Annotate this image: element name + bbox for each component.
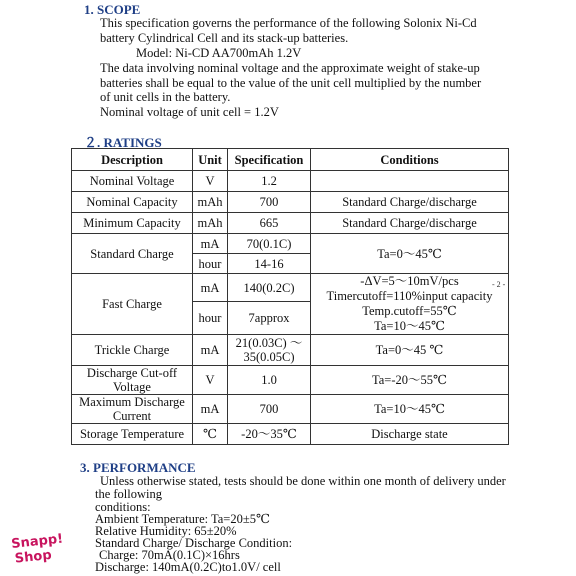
- performance-line: Standard Charge/ Discharge Condition:: [95, 536, 293, 550]
- row-conditions: Ta=0～45 ℃: [311, 335, 509, 366]
- performance-line: Charge: 70mA(0.1C)×16hrs: [99, 548, 240, 562]
- description-line: Voltage: [113, 380, 151, 394]
- logo-line: Snapp!: [10, 531, 64, 552]
- scope-line: batteries shall be equal to the value of the unit cell multiplied by the number: [100, 76, 482, 90]
- fast-charge-conditions: [311, 274, 509, 335]
- description-line: Current: [112, 409, 152, 423]
- row-spec: 140(0.2C): [228, 274, 311, 302]
- row-spec: 1.0: [228, 366, 311, 395]
- column-header: Description: [72, 149, 193, 171]
- row-description: Minimum Capacity: [72, 213, 193, 234]
- ratings-heading: ２. RATINGS: [84, 135, 162, 150]
- column-header: Unit: [193, 149, 228, 171]
- logo-line: Shop: [14, 547, 53, 567]
- row-unit: mAh: [193, 213, 228, 234]
- row-spec: 14-16: [228, 254, 311, 274]
- row-description: Fast Charge: [72, 274, 193, 335]
- row-unit: mA: [193, 335, 228, 366]
- nominal-voltage-line: Nominal voltage of unit cell = 1.2V: [100, 105, 279, 119]
- row-unit: V: [193, 171, 228, 192]
- table-row: [72, 213, 509, 234]
- row-unit: mA: [193, 234, 228, 254]
- column-header: Conditions: [311, 149, 509, 171]
- description-line: Maximum Discharge: [79, 395, 185, 409]
- performance-line: the following: [95, 487, 163, 501]
- row-conditions: Standard Charge/discharge: [311, 213, 509, 234]
- row-conditions: [311, 171, 509, 192]
- row-description: Storage Temperature: [72, 424, 193, 445]
- spec-line: 35(0.05C): [243, 350, 295, 364]
- row-description: Nominal Capacity: [72, 192, 193, 213]
- row-spec: 7approx: [228, 302, 311, 335]
- row-description: Nominal Voltage: [72, 171, 193, 192]
- table-row: [72, 395, 509, 424]
- performance-line: conditions:: [95, 500, 151, 514]
- row-spec: -20～35℃: [228, 424, 311, 445]
- row-description: [72, 366, 193, 395]
- row-spec: 700: [228, 395, 311, 424]
- row-description: [72, 395, 193, 424]
- page-side-note: - 2 -: [492, 280, 506, 289]
- condition-line: -ΔV=5～10mV/pcs: [360, 274, 459, 288]
- row-description: Trickle Charge: [72, 335, 193, 366]
- row-description: Standard Charge: [72, 234, 193, 274]
- condition-line: Ta=10～45℃: [374, 319, 445, 333]
- scope-line: This specification governs the performance of the following Solonix Ni-Cd: [100, 16, 477, 30]
- condition-line: Temp.cutoff=55℃: [362, 304, 457, 318]
- table-header-row: [72, 149, 509, 171]
- snapp-shop-logo: [11, 531, 70, 567]
- performance-line: Unless otherwise stated, tests should be done within one month of delivery under: [100, 474, 506, 488]
- row-unit: hour: [193, 302, 228, 335]
- row-unit: ℃: [193, 424, 228, 445]
- description-line: Discharge Cut-off: [86, 366, 178, 380]
- row-spec: 700: [228, 192, 311, 213]
- row-spec: [228, 335, 311, 366]
- row-spec: 70(0.1C): [228, 234, 311, 254]
- table-row: [72, 171, 509, 192]
- table-row: [72, 274, 509, 302]
- row-conditions: Ta=-20～55℃: [311, 366, 509, 395]
- row-conditions: Ta=10～45℃: [311, 395, 509, 424]
- scope-line: The data involving nominal voltage and the approximate weight of stake-up: [100, 61, 480, 75]
- performance-line: Ambient Temperature: Ta=20±5℃: [95, 512, 270, 526]
- scope-line: of unit cells in the battery.: [100, 90, 231, 104]
- performance-line: Relative Humidity: 65±20%: [95, 524, 237, 538]
- column-header: Specification: [228, 149, 311, 171]
- scope-line: battery Cylindrical Cell and its stack-up batteries.: [100, 31, 349, 45]
- row-unit: mA: [193, 395, 228, 424]
- table-row: [72, 234, 509, 254]
- table-row: [72, 366, 509, 395]
- spec-line: 21(0.03C) ～: [235, 336, 303, 350]
- row-unit: mAh: [193, 192, 228, 213]
- row-conditions: Ta=0～45℃: [311, 234, 509, 274]
- scope-heading: 1. SCOPE: [84, 2, 141, 17]
- table-row: [72, 192, 509, 213]
- table-row: [72, 335, 509, 366]
- ratings-table: [71, 148, 509, 445]
- condition-line: Timercutoff=110%input capacity: [326, 289, 493, 303]
- table-row: [72, 424, 509, 445]
- performance-line: Discharge: 140mA(0.2C)to1.0V/ cell: [95, 560, 281, 574]
- model-line: Model: Ni-CD AA700mAh 1.2V: [136, 46, 302, 60]
- row-unit: mA: [193, 274, 228, 302]
- row-conditions: Standard Charge/discharge: [311, 192, 509, 213]
- performance-heading: 3. PERFORMANCE: [80, 460, 196, 475]
- row-conditions: Discharge state: [311, 424, 509, 445]
- row-spec: 1.2: [228, 171, 311, 192]
- row-spec: 665: [228, 213, 311, 234]
- row-unit: V: [193, 366, 228, 395]
- row-unit: hour: [193, 254, 228, 274]
